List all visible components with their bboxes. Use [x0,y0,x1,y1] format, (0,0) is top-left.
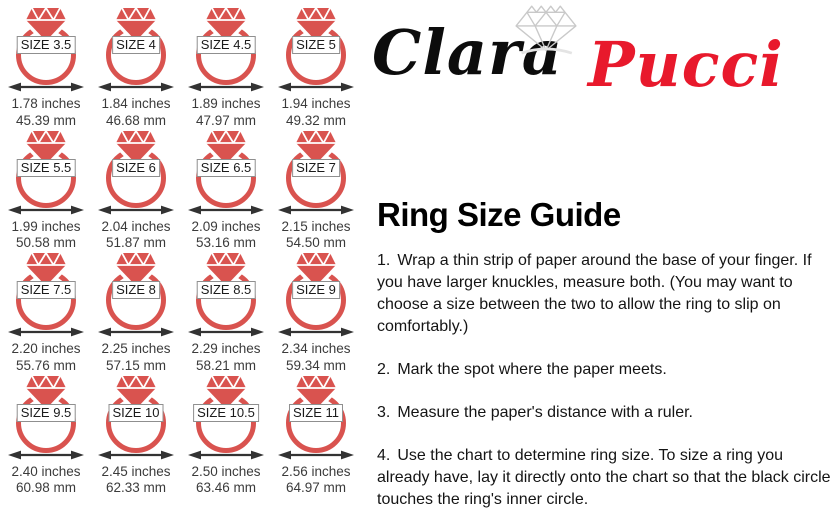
step-text: Measure the paper's distance with a ruler. [397,404,693,421]
ring-size-cell [271,6,361,129]
ring-size-cell [271,374,361,497]
brand-name-clara: Clara [372,16,563,89]
diameter-inches: 1.99 inches [11,218,81,234]
ring-size-label: SIZE 3.5 [17,36,76,54]
diameter-inches: 2.09 inches [191,218,261,234]
diameter-mm: 49.32 mm [285,112,347,128]
ring-size-label: SIZE 5 [292,36,340,54]
diameter-mm: 46.68 mm [105,112,167,128]
ring-size-cell [181,6,271,129]
ring-size-label: SIZE 4 [112,36,160,54]
ring-size-cell [181,129,271,252]
diameter-inches: 2.34 inches [281,341,351,356]
step-text: Mark the spot where the paper meets. [397,361,667,378]
step-number: 4. [377,447,391,464]
ring-icon [180,129,272,209]
ring-size-label: SIZE 6.5 [197,159,256,177]
step-text: Wrap a thin strip of paper around the base of your finger. If you have larger knuckles, measure both. (You may want to choose a size between the two to allow the ring to slip on comfortably.) [377,252,812,335]
ring-icon [180,374,272,454]
diameter-inches: 2.25 inches [101,341,171,356]
ring-size-cell [181,374,271,497]
diameter-inches: 1.84 inches [101,96,171,111]
ring-size-label: SIZE 4.5 [197,36,256,54]
ring-size-label: SIZE 8 [112,281,160,299]
ring-size-label: SIZE 9 [292,281,340,299]
instruction-step-2 [377,359,839,381]
diameter-mm: 59.34 mm [285,357,347,373]
ring-icon [270,374,362,454]
brand-name-pucci: Pucci [588,28,784,101]
ring-size-label: SIZE 5.5 [17,159,76,177]
ring-size-label: SIZE 8.5 [197,281,256,299]
diameter-mm: 63.46 mm [195,480,257,495]
diameter-mm: 45.39 mm [15,112,77,128]
ring-size-label: SIZE 10.5 [193,404,259,422]
instruction-step-1 [377,250,839,338]
diameter-mm: 51.87 mm [105,235,167,250]
ring-icon [270,251,362,331]
step-text: Use the chart to determine ring size. To size a ring you already have, lay it directly onto the chart so that the black circle touches the ring's inner circle. [377,447,831,508]
diameter-mm: 62.33 mm [105,480,167,495]
ring-size-cell [1,6,91,129]
diameter-inches: 2.50 inches [191,463,261,479]
diameter-mm: 50.58 mm [15,235,77,250]
diameter-mm: 60.98 mm [15,480,77,495]
step-number: 2. [377,361,391,378]
diameter-inches: 1.89 inches [191,96,261,111]
ring-size-label: SIZE 11 [289,404,343,422]
ring-size-cell [91,129,181,252]
diameter-mm: 54.50 mm [285,235,347,250]
ring-size-label: SIZE 10 [109,404,164,422]
instructions-list [377,250,839,532]
diameter-mm: 57.15 mm [105,357,167,373]
ring-size-cell [181,251,271,374]
ring-size-cell [91,374,181,497]
diameter-inches: 2.29 inches [191,341,261,356]
ring-size-cell [1,251,91,374]
diamond-outline-icon [512,2,580,58]
ring-size-cell [271,129,361,252]
diameter-inches: 2.40 inches [11,463,81,479]
diameter-mm: 47.97 mm [195,112,257,128]
ring-size-label: SIZE 6 [112,159,160,177]
diameter-inches: 2.20 inches [11,341,81,356]
brand-logo [368,0,839,110]
diameter-mm: 53.16 mm [195,235,257,250]
step-number: 3. [377,404,391,421]
ring-icon [0,129,92,209]
step-number: 1. [377,252,391,269]
ring-size-cell [1,374,91,497]
instruction-step-4 [377,445,839,511]
ring-size-label: SIZE 7.5 [17,281,76,299]
ring-size-cell [91,251,181,374]
info-pane [368,0,839,508]
page-title: Ring Size Guide [377,196,621,233]
ring-size-label: SIZE 9.5 [17,404,76,422]
ring-icon [270,6,362,86]
ring-size-chart [1,6,361,496]
ring-icon [0,374,92,454]
diameter-inches: 1.94 inches [281,96,351,111]
diameter-inches: 2.15 inches [281,218,351,234]
ring-icon [90,374,182,454]
ring-size-cell [1,129,91,252]
ring-size-cell [91,6,181,129]
diameter-inches: 2.56 inches [281,463,351,479]
diameter-inches: 2.45 inches [101,463,171,479]
ring-size-label: SIZE 7 [292,159,340,177]
diameter-mm: 55.76 mm [15,357,77,373]
diameter-inches: 1.78 inches [11,96,81,111]
ring-size-cell [271,251,361,374]
ring-icon [90,6,182,86]
ring-icon [180,6,272,86]
ring-icon [90,129,182,209]
ring-icon [0,6,92,86]
diameter-mm: 64.97 mm [285,480,347,495]
diameter-inches: 2.04 inches [101,218,171,234]
ring-icon [270,129,362,209]
instruction-step-3 [377,402,839,424]
ring-icon [90,251,182,331]
ring-icon [180,251,272,331]
diameter-mm: 58.21 mm [195,357,257,373]
ring-icon [0,251,92,331]
